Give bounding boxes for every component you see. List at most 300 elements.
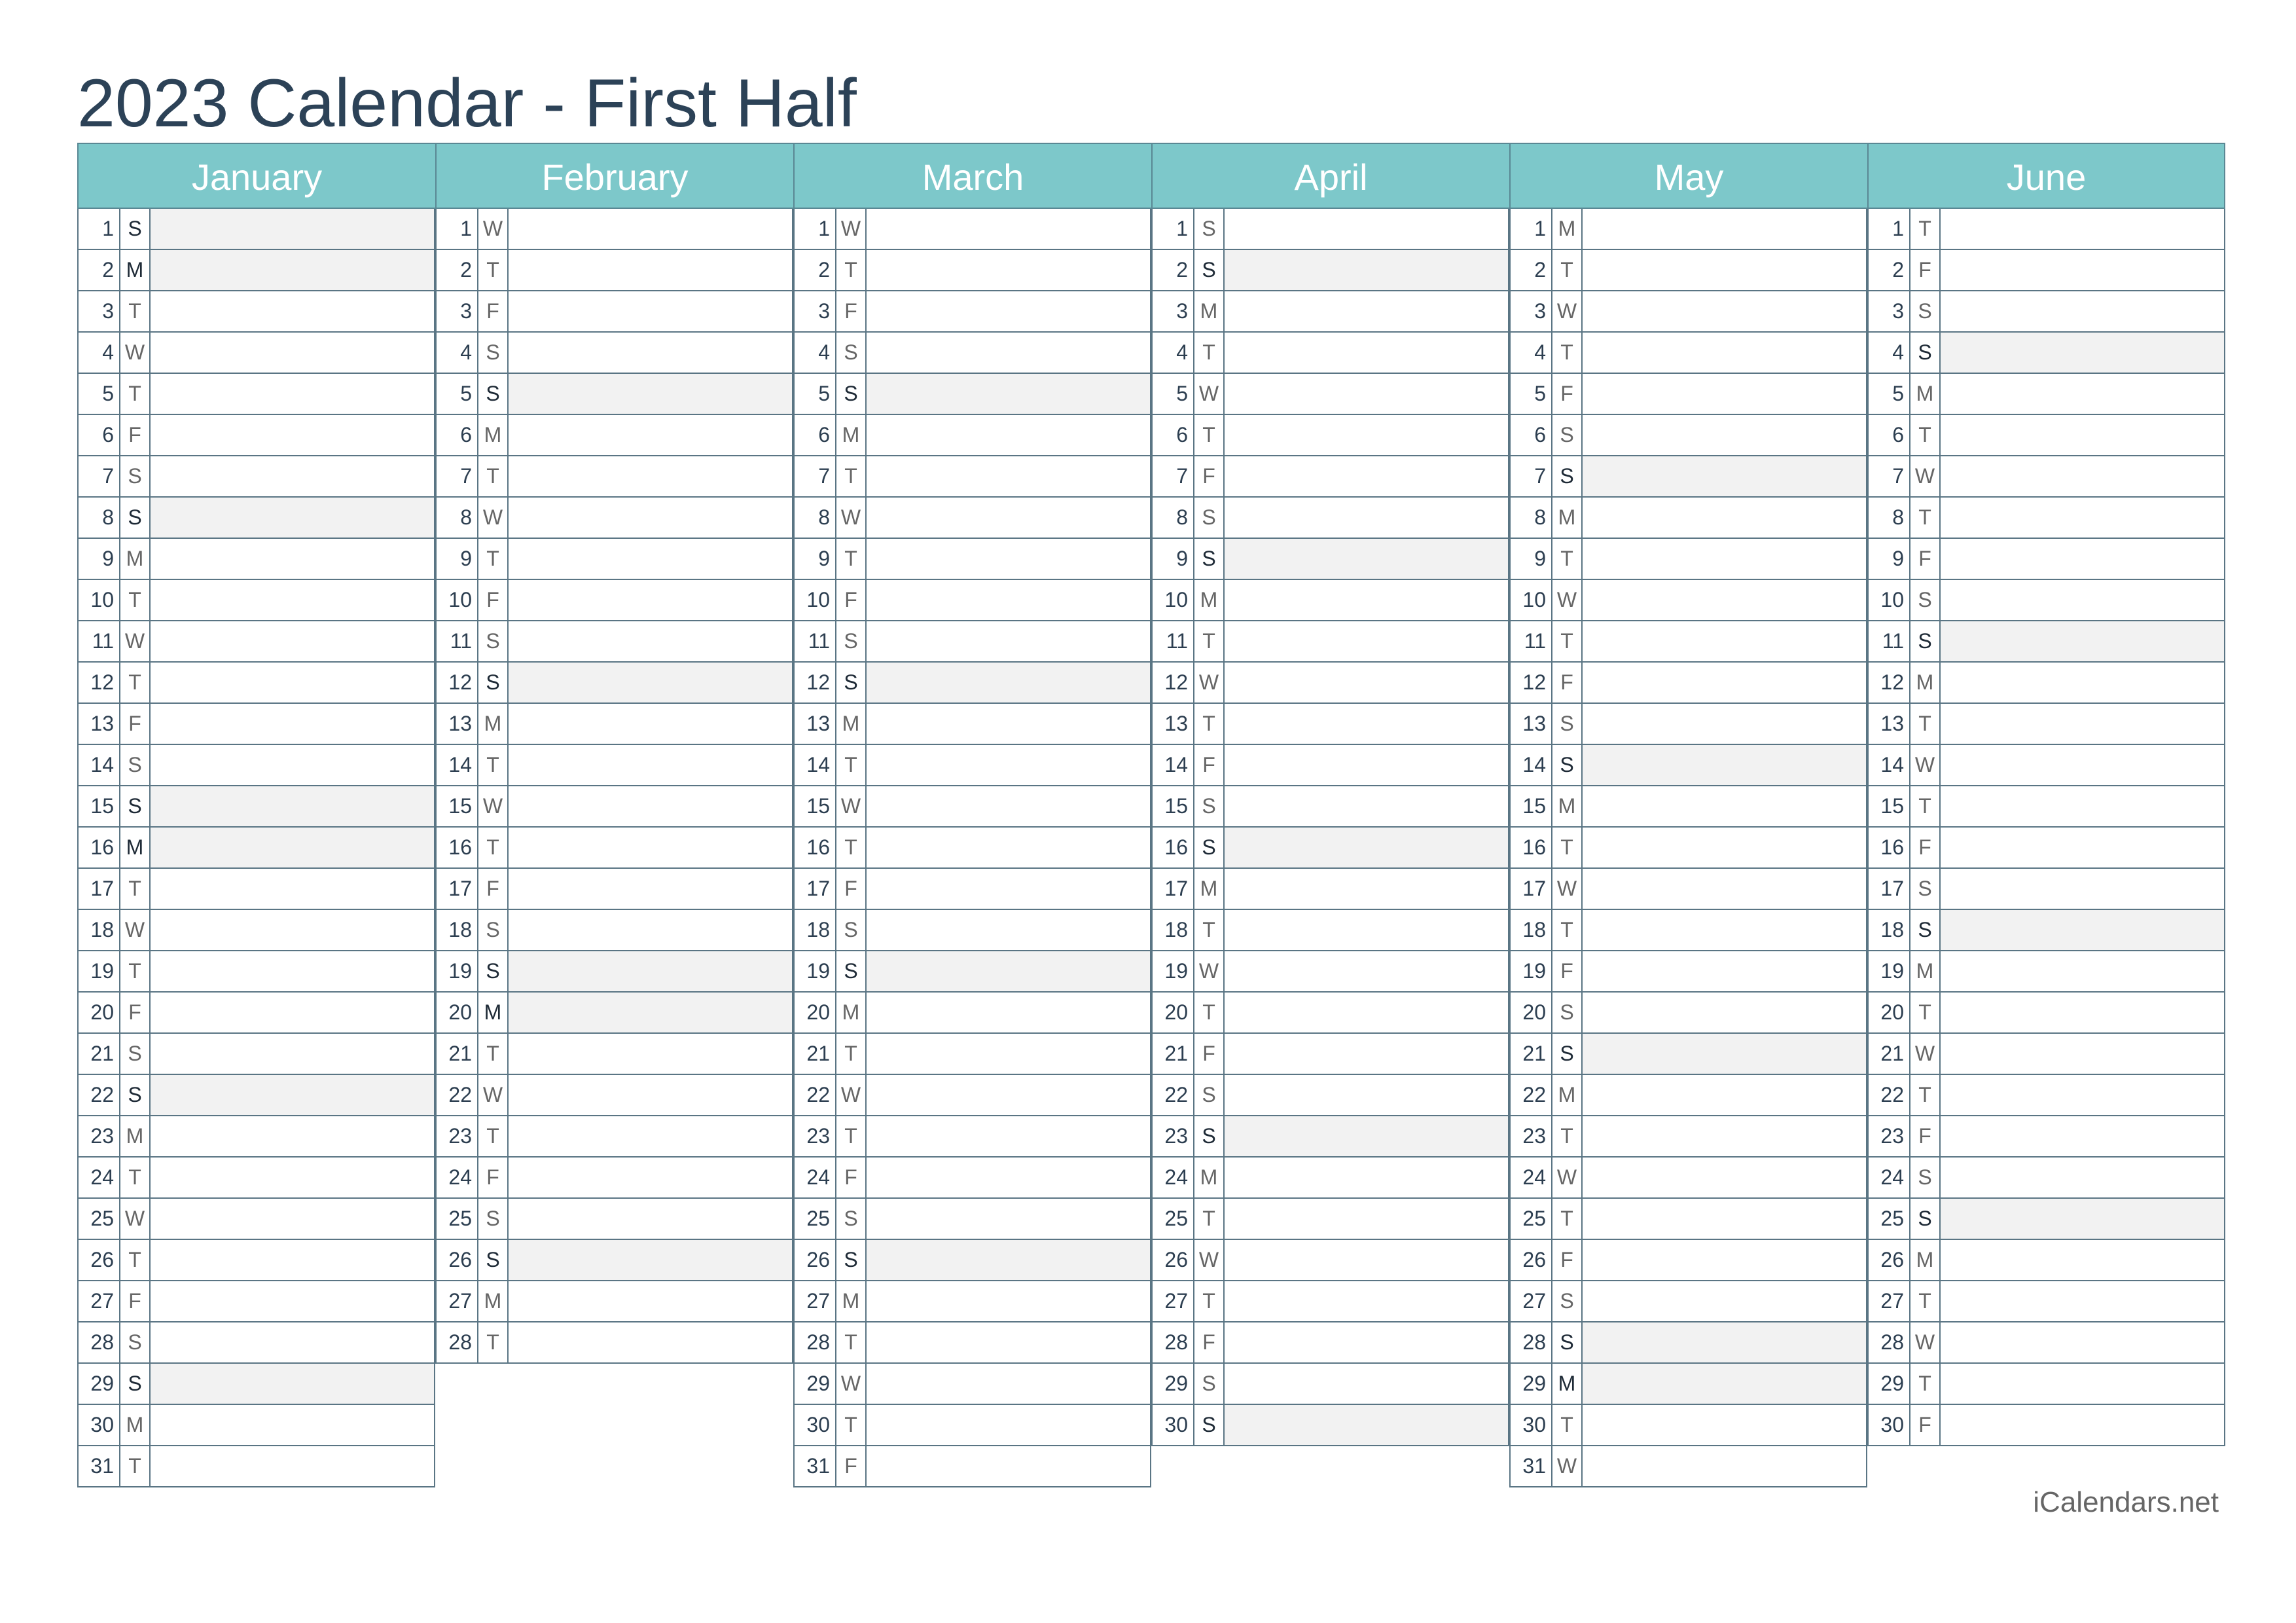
day-note-area[interactable] bbox=[509, 456, 792, 496]
day-row[interactable] bbox=[1151, 250, 1509, 291]
day-note-area[interactable] bbox=[1583, 1446, 1866, 1486]
day-row[interactable] bbox=[77, 1158, 435, 1199]
day-note-area[interactable] bbox=[867, 1364, 1150, 1404]
day-row[interactable] bbox=[435, 539, 793, 580]
day-row[interactable] bbox=[1151, 539, 1509, 580]
day-note-area[interactable] bbox=[1583, 415, 1866, 455]
day-note-area[interactable] bbox=[1941, 869, 2224, 909]
day-row[interactable] bbox=[1867, 910, 2225, 951]
day-note-area[interactable] bbox=[151, 1446, 434, 1486]
day-row[interactable] bbox=[435, 456, 793, 498]
day-row[interactable] bbox=[77, 209, 435, 250]
day-note-area[interactable] bbox=[1583, 993, 1866, 1032]
day-row[interactable] bbox=[1151, 745, 1509, 786]
day-row[interactable] bbox=[435, 663, 793, 704]
day-note-area[interactable] bbox=[867, 1405, 1150, 1445]
day-row[interactable] bbox=[1151, 291, 1509, 333]
day-row[interactable] bbox=[1867, 580, 2225, 621]
day-row[interactable] bbox=[1151, 456, 1509, 498]
day-row[interactable] bbox=[1151, 1405, 1509, 1446]
day-note-area[interactable] bbox=[151, 828, 434, 867]
day-note-area[interactable] bbox=[1941, 663, 2224, 702]
day-note-area[interactable] bbox=[509, 209, 792, 249]
day-note-area[interactable] bbox=[1225, 333, 1508, 373]
day-row[interactable] bbox=[1151, 1322, 1509, 1364]
day-note-area[interactable] bbox=[1583, 1364, 1866, 1404]
day-note-area[interactable] bbox=[151, 1199, 434, 1239]
day-note-area[interactable] bbox=[151, 250, 434, 290]
day-note-area[interactable] bbox=[867, 704, 1150, 744]
day-note-area[interactable] bbox=[1225, 498, 1508, 538]
day-note-area[interactable] bbox=[1225, 209, 1508, 249]
day-row[interactable] bbox=[793, 786, 1151, 828]
day-row[interactable] bbox=[435, 415, 793, 456]
day-row[interactable] bbox=[1867, 1322, 2225, 1364]
day-note-area[interactable] bbox=[1941, 539, 2224, 579]
day-row[interactable] bbox=[1867, 1405, 2225, 1446]
day-row[interactable] bbox=[435, 745, 793, 786]
day-note-area[interactable] bbox=[1225, 951, 1508, 991]
day-note-area[interactable] bbox=[1941, 1158, 2224, 1197]
day-row[interactable] bbox=[1509, 209, 1867, 250]
day-note-area[interactable] bbox=[1225, 1240, 1508, 1280]
day-note-area[interactable] bbox=[151, 910, 434, 950]
day-note-area[interactable] bbox=[1225, 1281, 1508, 1321]
day-row[interactable] bbox=[793, 539, 1151, 580]
day-row[interactable] bbox=[1151, 374, 1509, 415]
day-row[interactable] bbox=[793, 1075, 1151, 1116]
day-row[interactable] bbox=[435, 1034, 793, 1075]
day-note-area[interactable] bbox=[1225, 291, 1508, 331]
day-row[interactable] bbox=[77, 580, 435, 621]
day-note-area[interactable] bbox=[151, 1281, 434, 1321]
day-row[interactable] bbox=[793, 498, 1151, 539]
day-row[interactable] bbox=[435, 1322, 793, 1364]
day-row[interactable] bbox=[793, 1199, 1151, 1240]
day-note-area[interactable] bbox=[867, 374, 1150, 414]
day-row[interactable] bbox=[1867, 291, 2225, 333]
day-row[interactable] bbox=[1509, 333, 1867, 374]
day-note-area[interactable] bbox=[1941, 291, 2224, 331]
day-note-area[interactable] bbox=[1225, 663, 1508, 702]
day-row[interactable] bbox=[793, 1322, 1151, 1364]
day-row[interactable] bbox=[1867, 539, 2225, 580]
day-note-area[interactable] bbox=[1941, 1034, 2224, 1074]
day-note-area[interactable] bbox=[1583, 374, 1866, 414]
day-row[interactable] bbox=[435, 951, 793, 993]
day-row[interactable] bbox=[435, 291, 793, 333]
day-note-area[interactable] bbox=[509, 786, 792, 826]
day-row[interactable] bbox=[77, 456, 435, 498]
day-row[interactable] bbox=[1509, 828, 1867, 869]
day-note-area[interactable] bbox=[151, 1240, 434, 1280]
day-row[interactable] bbox=[793, 951, 1151, 993]
day-row[interactable] bbox=[793, 663, 1151, 704]
day-row[interactable] bbox=[1509, 786, 1867, 828]
day-row[interactable] bbox=[77, 1240, 435, 1281]
day-note-area[interactable] bbox=[509, 663, 792, 702]
day-row[interactable] bbox=[77, 1364, 435, 1405]
day-row[interactable] bbox=[793, 456, 1151, 498]
day-note-area[interactable] bbox=[509, 910, 792, 950]
day-note-area[interactable] bbox=[151, 498, 434, 538]
day-note-area[interactable] bbox=[509, 1199, 792, 1239]
day-note-area[interactable] bbox=[1583, 828, 1866, 867]
day-row[interactable] bbox=[1509, 951, 1867, 993]
day-row[interactable] bbox=[793, 1405, 1151, 1446]
day-note-area[interactable] bbox=[867, 1281, 1150, 1321]
day-row[interactable] bbox=[1509, 1281, 1867, 1322]
day-row[interactable] bbox=[77, 786, 435, 828]
day-note-area[interactable] bbox=[1583, 1075, 1866, 1115]
day-note-area[interactable] bbox=[509, 869, 792, 909]
day-row[interactable] bbox=[793, 1034, 1151, 1075]
day-row[interactable] bbox=[1867, 1116, 2225, 1158]
day-row[interactable] bbox=[793, 1158, 1151, 1199]
day-row[interactable] bbox=[1151, 621, 1509, 663]
day-note-area[interactable] bbox=[509, 374, 792, 414]
day-row[interactable] bbox=[1867, 456, 2225, 498]
day-note-area[interactable] bbox=[509, 828, 792, 867]
day-row[interactable] bbox=[1867, 621, 2225, 663]
day-note-area[interactable] bbox=[1941, 704, 2224, 744]
day-note-area[interactable] bbox=[1941, 415, 2224, 455]
day-note-area[interactable] bbox=[151, 291, 434, 331]
day-row[interactable] bbox=[435, 1116, 793, 1158]
day-row[interactable] bbox=[1867, 1199, 2225, 1240]
day-row[interactable] bbox=[1867, 209, 2225, 250]
day-note-area[interactable] bbox=[1225, 1405, 1508, 1445]
day-row[interactable] bbox=[435, 786, 793, 828]
day-note-area[interactable] bbox=[1225, 993, 1508, 1032]
day-note-area[interactable] bbox=[151, 869, 434, 909]
day-row[interactable] bbox=[77, 333, 435, 374]
day-note-area[interactable] bbox=[151, 374, 434, 414]
day-note-area[interactable] bbox=[867, 951, 1150, 991]
day-row[interactable] bbox=[435, 498, 793, 539]
day-note-area[interactable] bbox=[1941, 1281, 2224, 1321]
day-row[interactable] bbox=[435, 1075, 793, 1116]
day-row[interactable] bbox=[793, 993, 1151, 1034]
day-note-area[interactable] bbox=[1225, 1034, 1508, 1074]
day-note-area[interactable] bbox=[151, 786, 434, 826]
day-row[interactable] bbox=[793, 209, 1151, 250]
day-row[interactable] bbox=[1509, 1240, 1867, 1281]
day-row[interactable] bbox=[793, 828, 1151, 869]
day-row[interactable] bbox=[435, 1281, 793, 1322]
day-row[interactable] bbox=[435, 910, 793, 951]
day-note-area[interactable] bbox=[151, 1158, 434, 1197]
day-row[interactable] bbox=[77, 704, 435, 745]
day-note-area[interactable] bbox=[1583, 786, 1866, 826]
day-row[interactable] bbox=[77, 250, 435, 291]
day-note-area[interactable] bbox=[867, 663, 1150, 702]
day-row[interactable] bbox=[77, 291, 435, 333]
day-note-area[interactable] bbox=[509, 1158, 792, 1197]
day-row[interactable] bbox=[77, 1446, 435, 1487]
day-note-area[interactable] bbox=[1941, 621, 2224, 661]
day-row[interactable] bbox=[793, 291, 1151, 333]
day-note-area[interactable] bbox=[151, 704, 434, 744]
day-note-area[interactable] bbox=[1941, 498, 2224, 538]
day-note-area[interactable] bbox=[1583, 1116, 1866, 1156]
day-row[interactable] bbox=[77, 415, 435, 456]
day-note-area[interactable] bbox=[151, 456, 434, 496]
day-note-area[interactable] bbox=[1583, 539, 1866, 579]
day-row[interactable] bbox=[793, 745, 1151, 786]
day-row[interactable] bbox=[1867, 993, 2225, 1034]
day-row[interactable] bbox=[1509, 456, 1867, 498]
day-note-area[interactable] bbox=[867, 1199, 1150, 1239]
day-row[interactable] bbox=[793, 910, 1151, 951]
day-note-area[interactable] bbox=[509, 993, 792, 1032]
day-note-area[interactable] bbox=[1225, 1322, 1508, 1362]
day-note-area[interactable] bbox=[867, 745, 1150, 785]
day-row[interactable] bbox=[77, 1322, 435, 1364]
day-note-area[interactable] bbox=[867, 1322, 1150, 1362]
day-note-area[interactable] bbox=[1583, 704, 1866, 744]
day-note-area[interactable] bbox=[509, 415, 792, 455]
day-note-area[interactable] bbox=[509, 498, 792, 538]
day-row[interactable] bbox=[793, 250, 1151, 291]
day-note-area[interactable] bbox=[867, 869, 1150, 909]
day-note-area[interactable] bbox=[1941, 456, 2224, 496]
day-row[interactable] bbox=[1867, 869, 2225, 910]
footer-brand[interactable]: iCalendars.net bbox=[2033, 1486, 2219, 1518]
day-row[interactable] bbox=[77, 951, 435, 993]
day-row[interactable] bbox=[77, 993, 435, 1034]
day-note-area[interactable] bbox=[1941, 951, 2224, 991]
day-note-area[interactable] bbox=[509, 621, 792, 661]
day-row[interactable] bbox=[1151, 1116, 1509, 1158]
day-note-area[interactable] bbox=[151, 745, 434, 785]
day-note-area[interactable] bbox=[1225, 786, 1508, 826]
day-note-area[interactable] bbox=[867, 1240, 1150, 1280]
day-row[interactable] bbox=[1151, 1034, 1509, 1075]
day-note-area[interactable] bbox=[509, 1116, 792, 1156]
day-note-area[interactable] bbox=[867, 1158, 1150, 1197]
day-row[interactable] bbox=[1509, 580, 1867, 621]
day-row[interactable] bbox=[77, 1405, 435, 1446]
day-note-area[interactable] bbox=[1225, 745, 1508, 785]
day-row[interactable] bbox=[793, 704, 1151, 745]
day-row[interactable] bbox=[77, 910, 435, 951]
day-note-area[interactable] bbox=[1583, 745, 1866, 785]
day-row[interactable] bbox=[435, 704, 793, 745]
day-note-area[interactable] bbox=[867, 910, 1150, 950]
day-note-area[interactable] bbox=[1583, 621, 1866, 661]
day-note-area[interactable] bbox=[867, 209, 1150, 249]
day-row[interactable] bbox=[793, 374, 1151, 415]
day-row[interactable] bbox=[77, 828, 435, 869]
day-note-area[interactable] bbox=[1225, 1116, 1508, 1156]
day-row[interactable] bbox=[435, 869, 793, 910]
day-note-area[interactable] bbox=[1583, 951, 1866, 991]
day-note-area[interactable] bbox=[1941, 1364, 2224, 1404]
day-row[interactable] bbox=[1867, 333, 2225, 374]
day-row[interactable] bbox=[435, 333, 793, 374]
day-row[interactable] bbox=[1867, 1034, 2225, 1075]
day-row[interactable] bbox=[1867, 1075, 2225, 1116]
day-row[interactable] bbox=[435, 828, 793, 869]
day-note-area[interactable] bbox=[1583, 291, 1866, 331]
day-note-area[interactable] bbox=[509, 291, 792, 331]
day-note-area[interactable] bbox=[509, 1322, 792, 1362]
day-note-area[interactable] bbox=[1583, 869, 1866, 909]
day-row[interactable] bbox=[1151, 498, 1509, 539]
day-row[interactable] bbox=[1867, 951, 2225, 993]
day-note-area[interactable] bbox=[509, 951, 792, 991]
day-note-area[interactable] bbox=[1225, 374, 1508, 414]
day-row[interactable] bbox=[77, 1116, 435, 1158]
day-note-area[interactable] bbox=[1941, 910, 2224, 950]
day-row[interactable] bbox=[1509, 745, 1867, 786]
day-note-area[interactable] bbox=[1583, 1158, 1866, 1197]
day-note-area[interactable] bbox=[151, 621, 434, 661]
day-row[interactable] bbox=[77, 539, 435, 580]
day-note-area[interactable] bbox=[151, 951, 434, 991]
day-note-area[interactable] bbox=[1225, 704, 1508, 744]
day-row[interactable] bbox=[435, 209, 793, 250]
day-row[interactable] bbox=[1509, 1446, 1867, 1487]
day-row[interactable] bbox=[793, 1240, 1151, 1281]
day-note-area[interactable] bbox=[1941, 993, 2224, 1032]
day-row[interactable] bbox=[77, 621, 435, 663]
day-row[interactable] bbox=[1867, 415, 2225, 456]
day-row[interactable] bbox=[1509, 1405, 1867, 1446]
day-row[interactable] bbox=[1151, 415, 1509, 456]
day-row[interactable] bbox=[1509, 1199, 1867, 1240]
day-note-area[interactable] bbox=[509, 1281, 792, 1321]
day-row[interactable] bbox=[1151, 993, 1509, 1034]
day-row[interactable] bbox=[1867, 1158, 2225, 1199]
day-note-area[interactable] bbox=[151, 209, 434, 249]
day-note-area[interactable] bbox=[867, 250, 1150, 290]
day-row[interactable] bbox=[1509, 374, 1867, 415]
day-note-area[interactable] bbox=[867, 1446, 1150, 1486]
day-row[interactable] bbox=[435, 621, 793, 663]
day-row[interactable] bbox=[77, 745, 435, 786]
day-row[interactable] bbox=[77, 1199, 435, 1240]
day-row[interactable] bbox=[793, 333, 1151, 374]
day-row[interactable] bbox=[1867, 250, 2225, 291]
day-row[interactable] bbox=[77, 374, 435, 415]
day-row[interactable] bbox=[793, 621, 1151, 663]
day-note-area[interactable] bbox=[867, 498, 1150, 538]
day-note-area[interactable] bbox=[1225, 580, 1508, 620]
day-note-area[interactable] bbox=[1941, 209, 2224, 249]
day-row[interactable] bbox=[1509, 621, 1867, 663]
day-note-area[interactable] bbox=[1583, 250, 1866, 290]
day-note-area[interactable] bbox=[1941, 1240, 2224, 1280]
day-row[interactable] bbox=[1509, 498, 1867, 539]
day-row[interactable] bbox=[1151, 663, 1509, 704]
day-note-area[interactable] bbox=[867, 456, 1150, 496]
day-row[interactable] bbox=[793, 1281, 1151, 1322]
day-row[interactable] bbox=[1509, 993, 1867, 1034]
day-row[interactable] bbox=[793, 415, 1151, 456]
day-note-area[interactable] bbox=[1583, 1199, 1866, 1239]
day-row[interactable] bbox=[1151, 786, 1509, 828]
day-row[interactable] bbox=[1867, 704, 2225, 745]
day-note-area[interactable] bbox=[1941, 250, 2224, 290]
day-note-area[interactable] bbox=[867, 1075, 1150, 1115]
day-row[interactable] bbox=[1151, 580, 1509, 621]
day-note-area[interactable] bbox=[1941, 828, 2224, 867]
day-row[interactable] bbox=[1509, 250, 1867, 291]
day-note-area[interactable] bbox=[1225, 621, 1508, 661]
day-note-area[interactable] bbox=[151, 663, 434, 702]
day-row[interactable] bbox=[1867, 1364, 2225, 1405]
day-row[interactable] bbox=[1867, 1281, 2225, 1322]
day-note-area[interactable] bbox=[1583, 663, 1866, 702]
day-row[interactable] bbox=[1509, 869, 1867, 910]
day-note-area[interactable] bbox=[1583, 580, 1866, 620]
day-note-area[interactable] bbox=[151, 539, 434, 579]
day-note-area[interactable] bbox=[1941, 374, 2224, 414]
day-note-area[interactable] bbox=[509, 250, 792, 290]
day-note-area[interactable] bbox=[867, 539, 1150, 579]
day-row[interactable] bbox=[77, 1281, 435, 1322]
day-note-area[interactable] bbox=[1225, 1364, 1508, 1404]
day-note-area[interactable] bbox=[867, 993, 1150, 1032]
day-row[interactable] bbox=[1509, 1364, 1867, 1405]
day-note-area[interactable] bbox=[1941, 1199, 2224, 1239]
day-row[interactable] bbox=[1509, 663, 1867, 704]
day-row[interactable] bbox=[1509, 1116, 1867, 1158]
day-row[interactable] bbox=[435, 1199, 793, 1240]
day-note-area[interactable] bbox=[151, 415, 434, 455]
day-note-area[interactable] bbox=[1225, 456, 1508, 496]
day-row[interactable] bbox=[793, 1116, 1151, 1158]
day-note-area[interactable] bbox=[509, 704, 792, 744]
day-note-area[interactable] bbox=[509, 1034, 792, 1074]
day-note-area[interactable] bbox=[1583, 910, 1866, 950]
day-row[interactable] bbox=[1151, 704, 1509, 745]
day-row[interactable] bbox=[1509, 704, 1867, 745]
day-note-area[interactable] bbox=[867, 291, 1150, 331]
day-note-area[interactable] bbox=[867, 1116, 1150, 1156]
day-note-area[interactable] bbox=[151, 333, 434, 373]
day-note-area[interactable] bbox=[867, 333, 1150, 373]
day-row[interactable] bbox=[793, 1364, 1151, 1405]
day-row[interactable] bbox=[1151, 828, 1509, 869]
day-row[interactable] bbox=[1151, 1199, 1509, 1240]
day-row[interactable] bbox=[77, 1075, 435, 1116]
day-note-area[interactable] bbox=[1941, 1405, 2224, 1445]
day-note-area[interactable] bbox=[867, 1034, 1150, 1074]
day-row[interactable] bbox=[77, 869, 435, 910]
day-note-area[interactable] bbox=[1225, 828, 1508, 867]
day-note-area[interactable] bbox=[1225, 415, 1508, 455]
day-note-area[interactable] bbox=[1583, 1240, 1866, 1280]
day-row[interactable] bbox=[435, 580, 793, 621]
day-note-area[interactable] bbox=[1583, 1281, 1866, 1321]
day-note-area[interactable] bbox=[867, 580, 1150, 620]
day-note-area[interactable] bbox=[1941, 333, 2224, 373]
day-note-area[interactable] bbox=[151, 993, 434, 1032]
day-row[interactable] bbox=[1867, 374, 2225, 415]
day-row[interactable] bbox=[1509, 539, 1867, 580]
day-note-area[interactable] bbox=[867, 786, 1150, 826]
day-row[interactable] bbox=[793, 869, 1151, 910]
day-note-area[interactable] bbox=[151, 1116, 434, 1156]
day-row[interactable] bbox=[1151, 209, 1509, 250]
day-row[interactable] bbox=[1509, 291, 1867, 333]
day-row[interactable] bbox=[435, 1158, 793, 1199]
day-row[interactable] bbox=[1509, 1322, 1867, 1364]
day-note-area[interactable] bbox=[509, 745, 792, 785]
